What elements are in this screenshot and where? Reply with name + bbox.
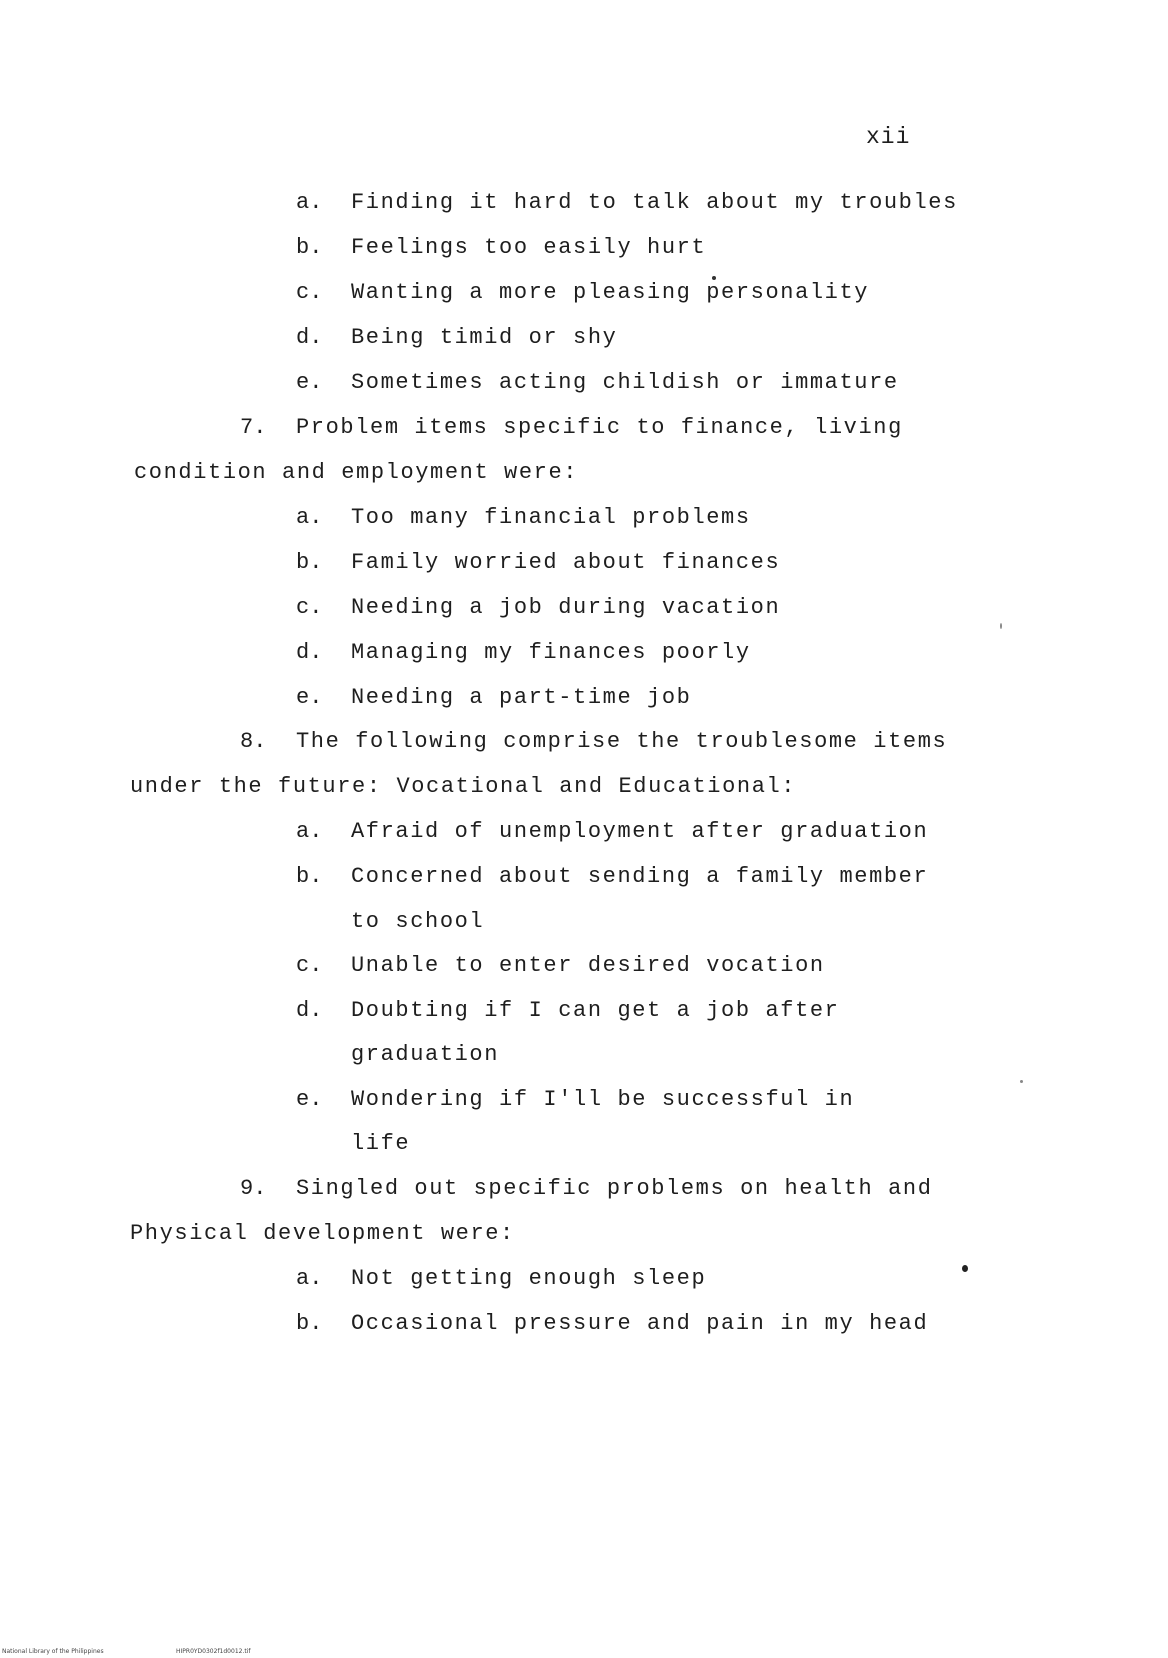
list-item: Occasional pressure and pain in my head — [351, 1311, 929, 1336]
page-number: xii — [866, 124, 911, 150]
ink-speck — [962, 1265, 968, 1272]
list-item: Doubting if I can get a job after — [351, 998, 840, 1023]
list-item-label: c. — [296, 953, 323, 978]
list-item: Needing a part-time job — [351, 685, 692, 710]
list-item: Not getting enough sleep — [351, 1266, 707, 1291]
list-item: Wanting a more pleasing personality — [351, 280, 870, 305]
list-item-label: b. — [296, 1311, 323, 1336]
list-item-label: c. — [296, 595, 323, 620]
list-item: Sometimes acting childish or immature — [351, 370, 899, 395]
section-intro-continued: under the future: Vocational and Educational: — [130, 774, 797, 799]
list-item: Finding it hard to talk about my troubles — [351, 190, 958, 215]
section-intro-continued: condition and employment were: — [134, 460, 579, 485]
list-item-label: a. — [296, 505, 323, 530]
list-item-label: b. — [296, 864, 323, 889]
list-item: Being timid or shy — [351, 325, 618, 350]
section-number: 8. — [240, 729, 267, 754]
list-item-label: a. — [296, 190, 323, 215]
list-item-label: d. — [296, 325, 323, 350]
list-item-label: b. — [296, 235, 323, 260]
list-item-label: d. — [296, 640, 323, 665]
list-item-label: a. — [296, 819, 323, 844]
list-item: Family worried about finances — [351, 550, 781, 575]
footer-filename: HIPR0YD0302f1d0012.tif — [176, 1648, 251, 1655]
section-intro: Problem items specific to finance, living — [296, 415, 903, 440]
list-item-label: e. — [296, 370, 323, 395]
list-item: Managing my finances poorly — [351, 640, 751, 665]
list-item: Needing a job during vacation — [351, 595, 781, 620]
section-intro: The following comprise the troublesome items — [296, 729, 948, 754]
section-intro: Singled out specific problems on health and — [296, 1176, 933, 1201]
list-item: Too many financial problems — [351, 505, 751, 530]
list-item: Concerned about sending a family member — [351, 864, 929, 889]
list-item-label: e. — [296, 1087, 323, 1112]
list-item-label: c. — [296, 280, 323, 305]
section-number: 9. — [240, 1176, 267, 1201]
list-item-continued: to school — [351, 909, 485, 934]
list-item-continued: graduation — [351, 1042, 500, 1067]
section-intro-continued: Physical development were: — [130, 1221, 515, 1246]
section-number: 7. — [240, 415, 267, 440]
ink-speck — [1000, 623, 1002, 629]
list-item-continued: life — [351, 1131, 411, 1156]
list-item: Wondering if I'll be successful in — [351, 1087, 855, 1112]
list-item: Feelings too easily hurt — [351, 235, 707, 260]
ink-speck — [712, 276, 716, 280]
list-item-label: e. — [296, 685, 323, 710]
list-item-label: a. — [296, 1266, 323, 1291]
list-item-label: d. — [296, 998, 323, 1023]
list-item-label: b. — [296, 550, 323, 575]
list-item: Unable to enter desired vocation — [351, 953, 825, 978]
list-item: Afraid of unemployment after graduation — [351, 819, 929, 844]
ink-speck — [1020, 1080, 1023, 1083]
footer-library: National Library of the Philippines — [2, 1648, 104, 1655]
